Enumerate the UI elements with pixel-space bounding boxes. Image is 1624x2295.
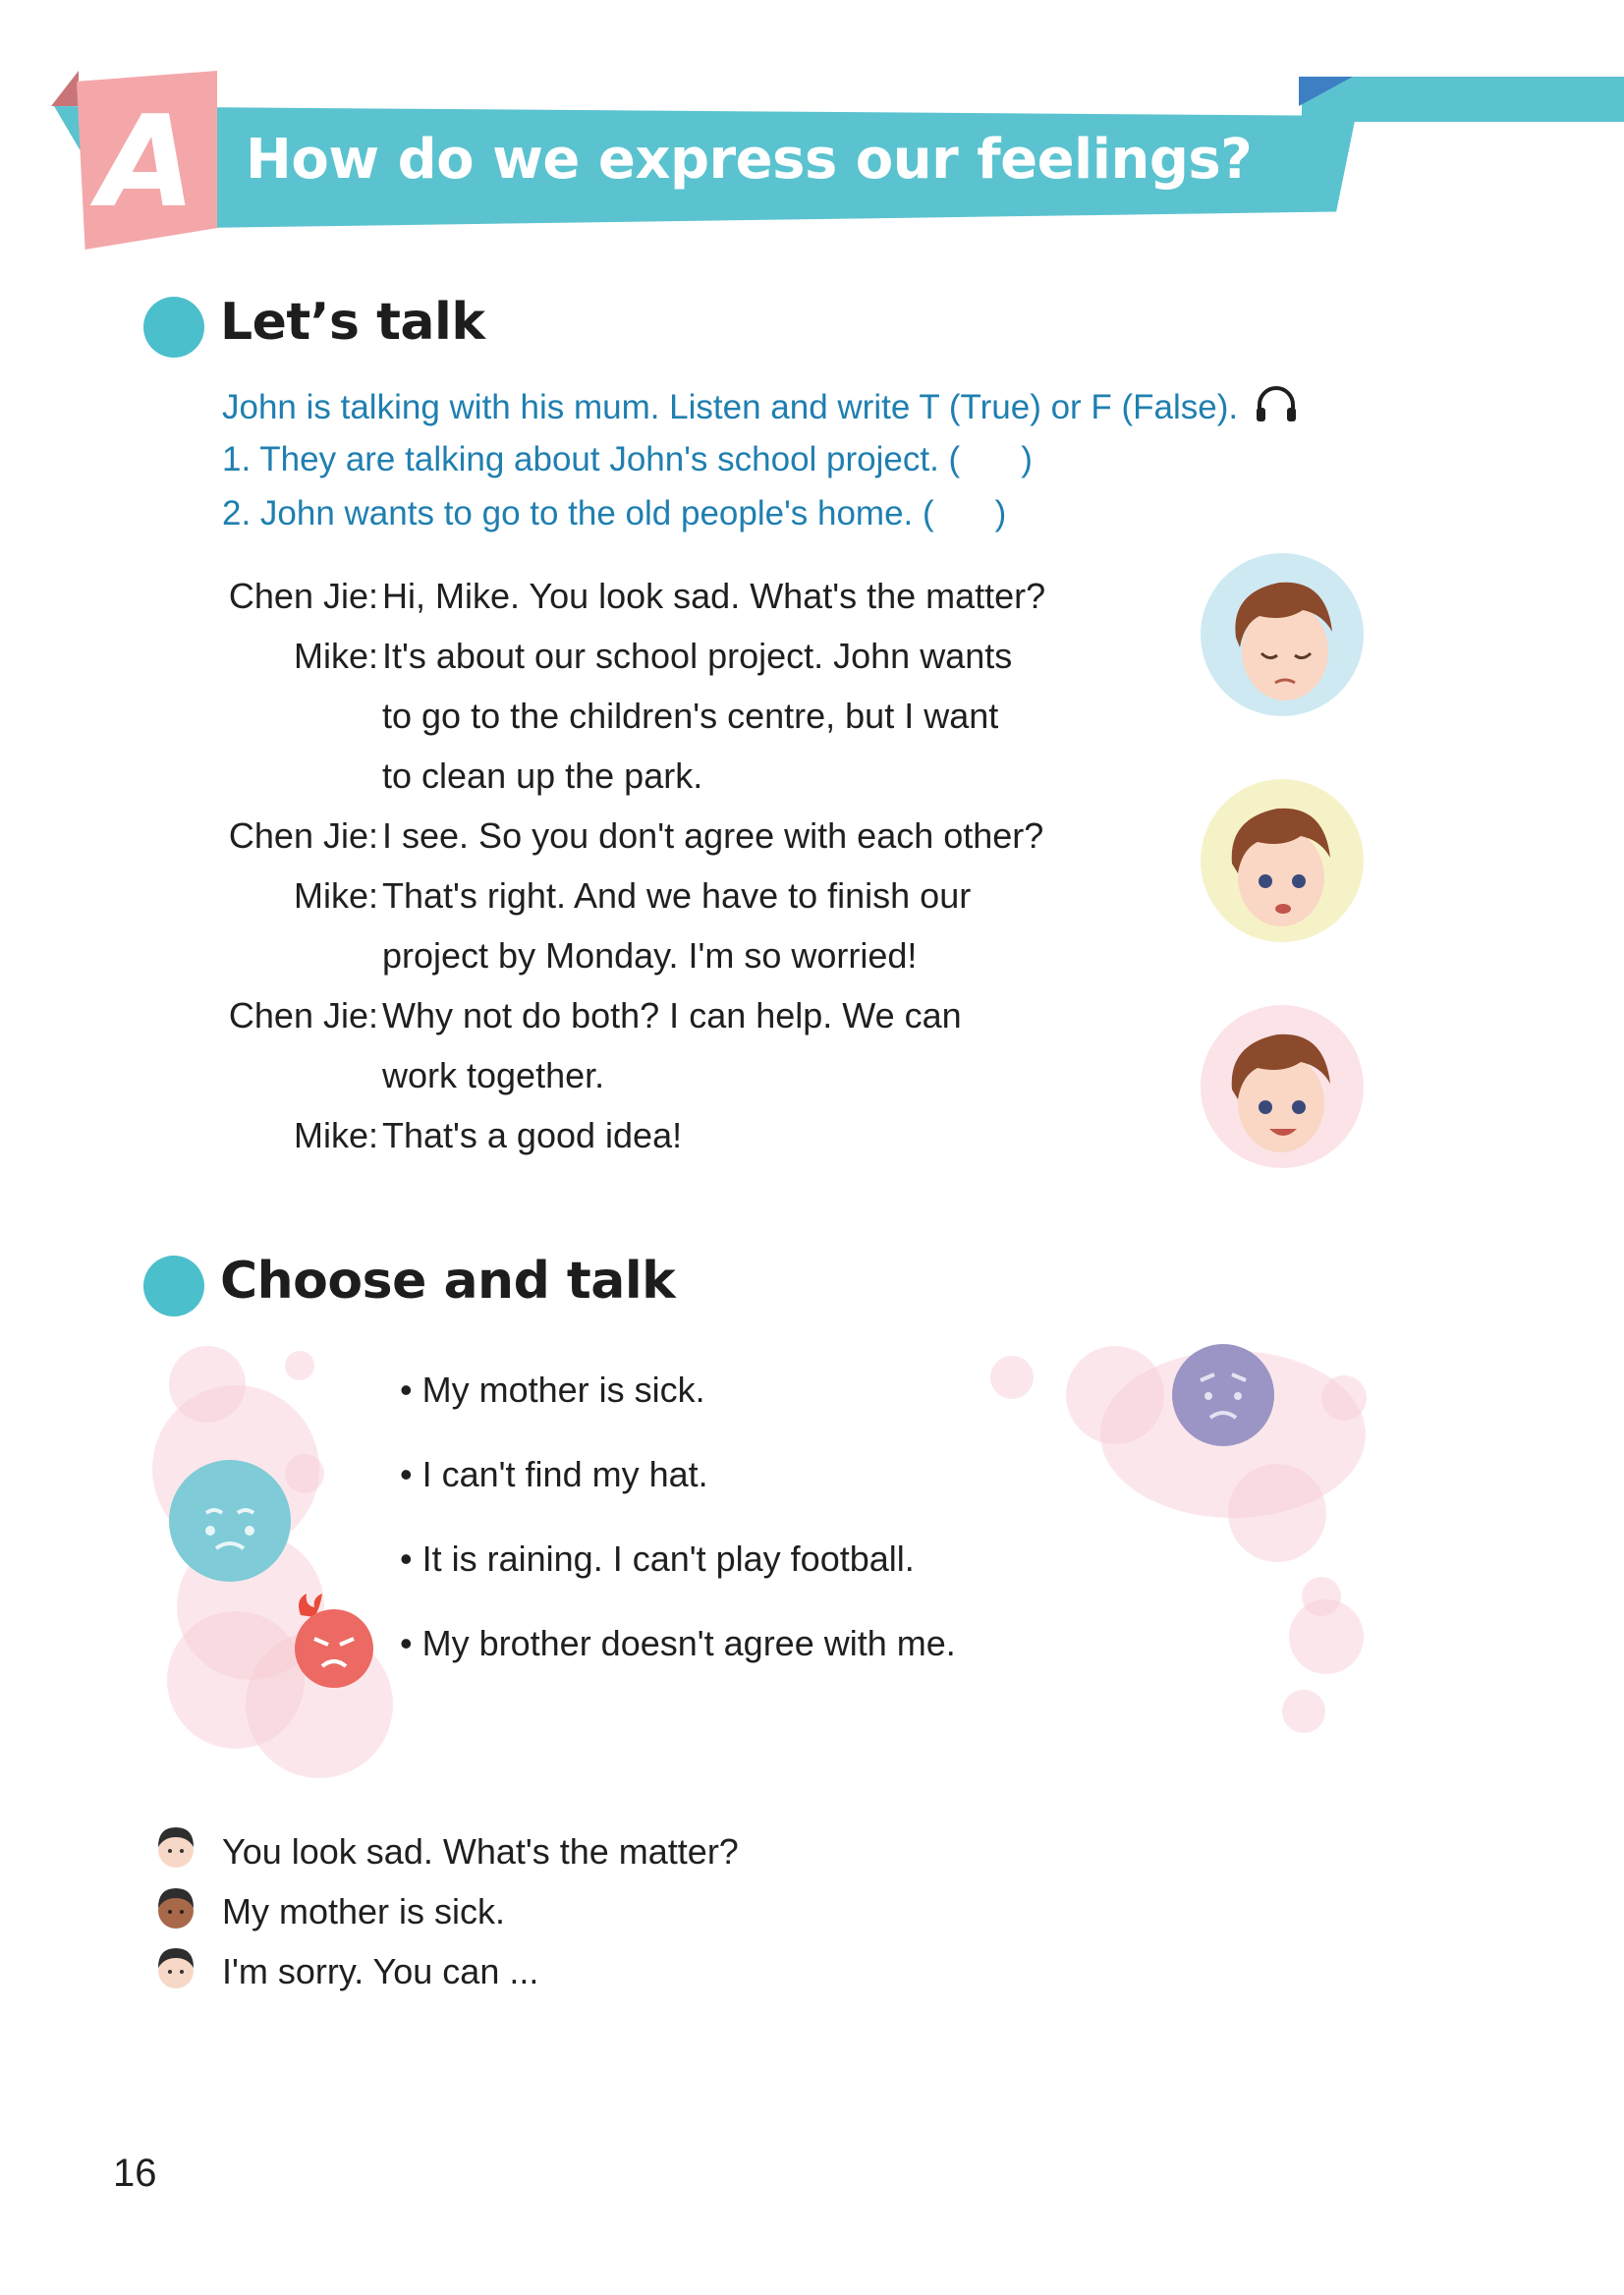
section-dot — [143, 297, 204, 358]
dialogue-line: It's about our school project. John wants — [382, 636, 1013, 676]
speaker-label: Chen Jie: — [228, 995, 378, 1036]
choice-item — [400, 1454, 708, 1495]
dialogue-line: Why not do both? I can help. We can — [382, 995, 962, 1036]
bullet-mark: • — [400, 1454, 413, 1494]
page-title: How do we express our feelings? — [246, 128, 1253, 192]
dialogue-line: to go to the children's centre, but I want — [382, 696, 999, 736]
bullet-mark: • — [400, 1370, 413, 1410]
boy-avatar-icon — [152, 1823, 199, 1871]
section-dot — [143, 1256, 204, 1316]
question-1-text: 1. They are talking about John's school project. ( — [222, 440, 961, 478]
banner-fold — [1299, 77, 1353, 106]
choice-text: My brother doesn't agree with me. — [421, 1623, 956, 1663]
lets-talk-title: Let’s talk — [220, 293, 485, 352]
dialogue-line: to clean up the park. — [382, 756, 703, 796]
dialogue-line: Hi, Mike. You look sad. What's the matter? — [382, 576, 1046, 616]
dialogue-line: I see. So you don't agree with each other? — [382, 815, 1044, 856]
mini-dialogue-line: You look sad. What's the matter? — [222, 1831, 739, 1872]
mike-worried-avatar — [1201, 779, 1364, 942]
choice-item — [400, 1539, 915, 1580]
bubble — [1228, 1464, 1326, 1562]
bubble — [1321, 1375, 1367, 1421]
speaker-label: Chen Jie: — [228, 576, 378, 616]
choice-text: It is raining. I can't play football. — [421, 1539, 915, 1579]
speaker-label: Chen Jie: — [228, 815, 378, 856]
instruction-line — [222, 385, 1299, 433]
bubble — [990, 1356, 1034, 1399]
choice-item — [400, 1623, 956, 1664]
dialogue-line: That's a good idea! — [382, 1115, 683, 1155]
bubble — [285, 1351, 314, 1380]
bullet-mark: • — [400, 1623, 413, 1663]
bullet-mark: • — [400, 1539, 413, 1579]
speaker-label: Mike: — [293, 636, 378, 676]
dialogue-line: That's right. And we have to finish our — [382, 875, 972, 916]
speaker-label: Mike: — [293, 875, 378, 916]
instruction-text: John is talking with his mum. Listen and write T (True) or F (False). — [222, 388, 1239, 426]
dialogue-line: work together. — [382, 1055, 605, 1095]
worried-face-icon — [1171, 1343, 1275, 1447]
mike-sad-avatar — [1201, 553, 1364, 716]
section-badge-letter: A — [97, 88, 196, 236]
question-2 — [222, 494, 1006, 533]
choose-and-talk-title: Choose and talk — [220, 1252, 676, 1311]
angry-face-icon — [285, 1592, 379, 1690]
choice-item — [400, 1370, 705, 1411]
boy-avatar-dark-icon — [152, 1884, 199, 1931]
boy-avatar-icon — [152, 1944, 199, 1991]
dialogue-line: project by Monday. I'm so worried! — [382, 935, 918, 976]
mini-dialogue-line: My mother is sick. — [222, 1891, 506, 1931]
bubble — [1302, 1577, 1341, 1616]
question-2-close: ) — [994, 494, 1007, 532]
question-1-close: ) — [1021, 440, 1033, 478]
mike-happy-avatar — [1201, 1005, 1364, 1168]
choice-text: My mother is sick. — [421, 1370, 705, 1410]
page-number: 16 — [113, 2152, 157, 2195]
question-1 — [222, 440, 1033, 479]
choice-text: I can't find my hat. — [421, 1454, 708, 1494]
question-2-text: 2. John wants to go to the old people's home. ( — [222, 494, 934, 532]
badge-fold — [51, 71, 79, 106]
bubble — [1282, 1690, 1325, 1733]
speaker-label: Mike: — [293, 1115, 378, 1155]
mini-dialogue-line: I'm sorry. You can ... — [222, 1951, 539, 1991]
headphones-icon[interactable] — [1254, 385, 1299, 433]
crying-face-icon — [167, 1458, 293, 1584]
